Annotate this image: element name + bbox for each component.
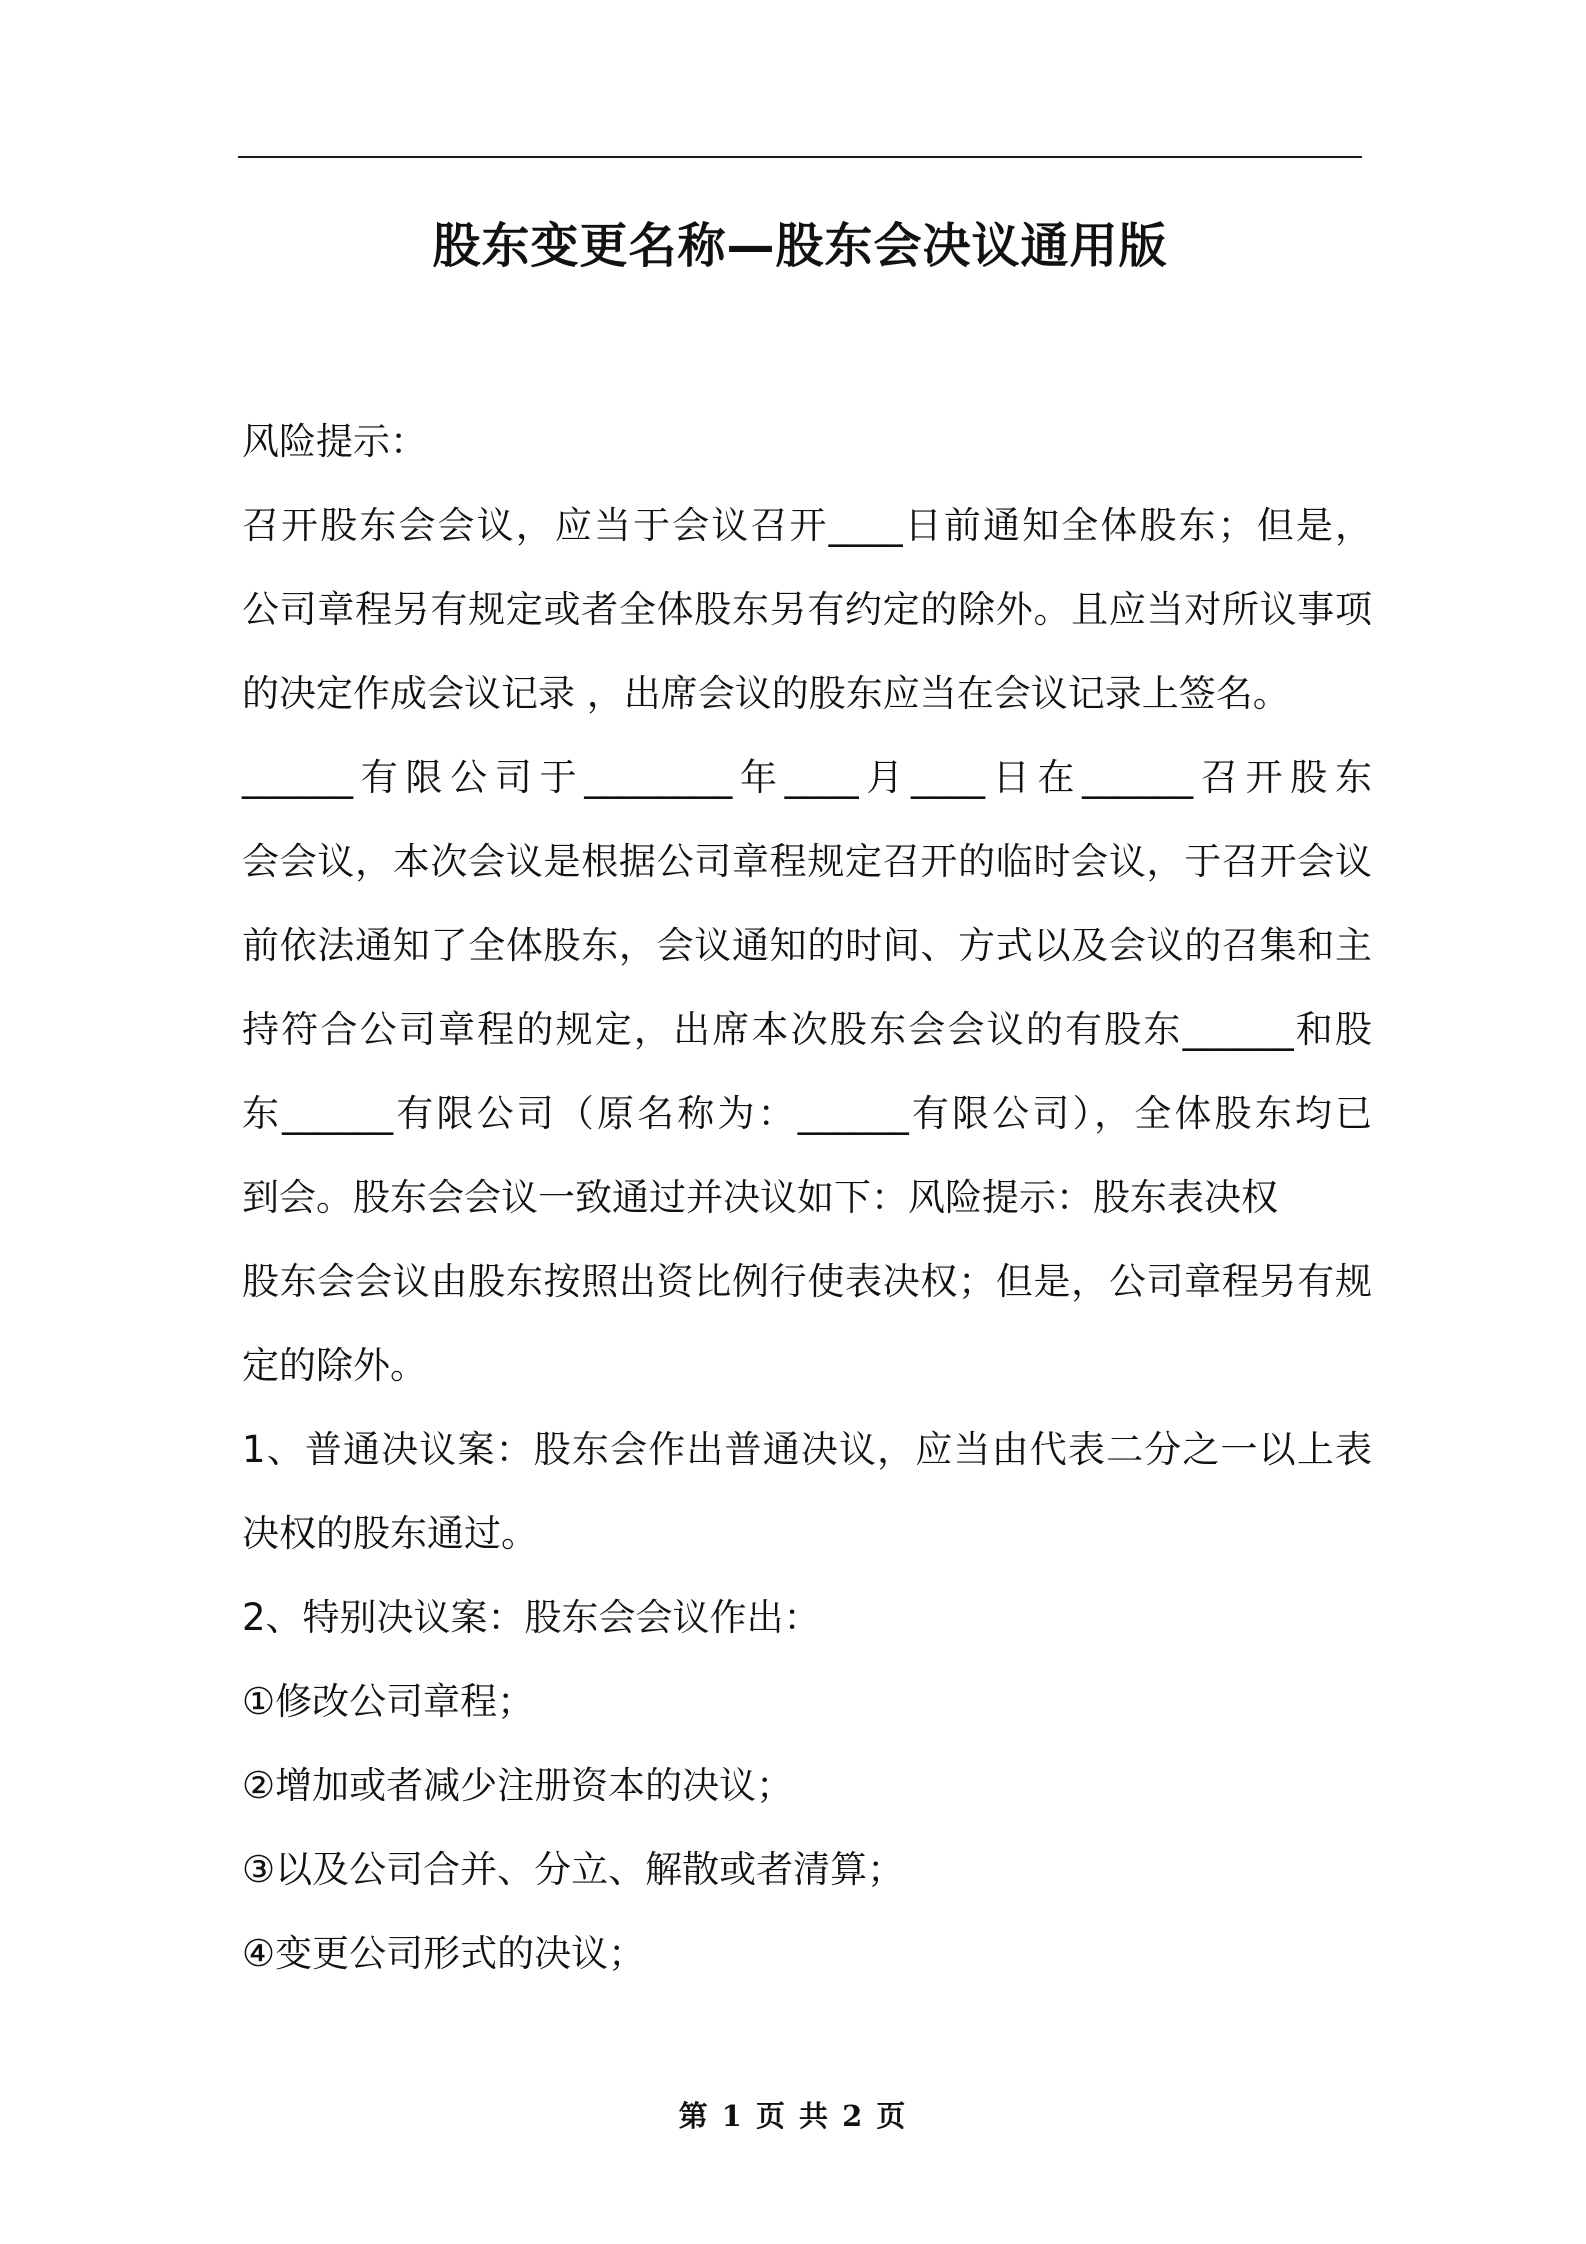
body-line: 股东会会议由股东按照出资比例行使表决权；但是，公司章程另有规 (242, 1260, 1372, 1303)
body-line: ②增加或者减少注册资本的决议； (242, 1764, 794, 1807)
body-line: 决权的股东通过。 (242, 1512, 538, 1555)
document-title: 股东变更名称—股东会决议通用版 (432, 218, 1168, 274)
body-line: 风险提示： (242, 420, 427, 463)
document-body (242, 400, 1372, 1996)
body-line: 持符合公司章程的规定，出席本次股东会会议的有股东______和股 (242, 1008, 1372, 1051)
page-number: 第 1 页 共 2 页 (678, 2099, 908, 2133)
body-line: ______有限公司于________年____月____日在______召开股东 (242, 756, 1372, 799)
body-line: 的决定作成会议记录 ，出席会议的股东应当在会议记录上签名。 (242, 672, 1290, 715)
body-line: 会会议，本次会议是根据公司章程规定召开的临时会议，于召开会议 (242, 840, 1372, 883)
body-line: ④变更公司形式的决议； (242, 1932, 646, 1975)
body-line: 2、特别决议案：股东会会议作出： (242, 1596, 821, 1639)
body-line: 公司章程另有规定或者全体股东另有约定的除外。且应当对所议事项 (242, 588, 1372, 631)
body-line: ③以及公司合并、分立、解散或者清算； (242, 1848, 905, 1891)
body-line: ①修改公司章程； (242, 1680, 535, 1723)
header-rule (238, 156, 1362, 158)
body-line: 到会。股东会会议一致通过并决议如下：风险提示：股东表决权 (242, 1176, 1278, 1219)
body-line: 召开股东会会议，应当于会议召开____日前通知全体股东；但是， (242, 504, 1372, 547)
body-line: 东______有限公司（原名称为：______有限公司），全体股东均已 (242, 1092, 1372, 1135)
body-line: 前依法通知了全体股东，会议通知的时间、方式以及会议的召集和主 (242, 924, 1372, 967)
body-line: 定的除外。 (242, 1344, 427, 1387)
body-line: 1、普通决议案：股东会作出普通决议，应当由代表二分之一以上表 (242, 1428, 1372, 1471)
